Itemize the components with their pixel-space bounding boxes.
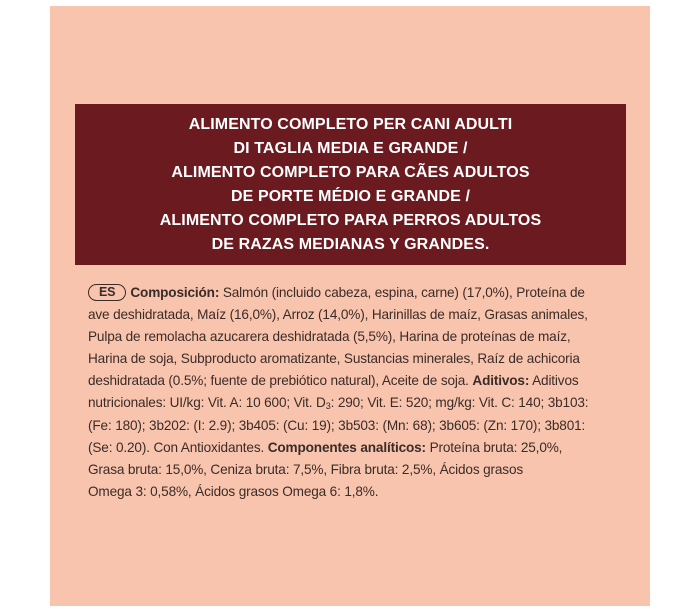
ingredients-line-2: ave deshidratada, Maíz (16,0%), Arroz (14,0%), Harinillas de maíz, Grasas animales,	[88, 307, 588, 323]
ingredients-line-7: (Fe: 180); 3b202: (I: 2.9); 3b405: (Cu: 19); 3b503: (Mn: 68); 3b605: (Zn: 170); 3b801:	[88, 417, 586, 433]
language-badge: ES	[88, 284, 126, 301]
ingredients-line-9: Grasa bruta: 15,0%, Ceniza bruta: 7,5%, Fibra bruta: 2,5%, Ácidos grasos	[88, 461, 523, 477]
label-panel	[50, 6, 650, 606]
ingredients-text	[88, 282, 613, 503]
ingredients-line-5	[88, 370, 613, 392]
ingredients-line-3: Pulpa de remolacha azucarera deshidratada (5,5%), Harina de proteínas de maíz,	[88, 329, 571, 345]
ingredients-line-1	[88, 282, 613, 304]
ingredients-line-6	[88, 392, 613, 414]
banner-line-it-1: ALIMENTO COMPLETO PER CANI ADULTI	[188, 115, 513, 133]
ingredients-line-10: Omega 3: 0,58%, Ácidos grasos Omega 6: 1,8%.	[88, 483, 379, 499]
ingredients-line-8	[88, 437, 613, 459]
vitamin-d-subscript: 3	[325, 401, 331, 412]
componentes-text: Proteína bruta: 25,0%,	[425, 439, 563, 455]
banner-line-pt-1: ALIMENTO COMPLETO PARA CÃES ADULTOS	[171, 163, 530, 181]
aditivos-text: Aditivos	[529, 373, 579, 389]
composicion-text: Salmón (incluido cabeza, espina, carne) (17,0%), Proteína de	[219, 285, 585, 300]
banner-line-pt-2: DE PORTE MÉDIO E GRANDE /	[231, 187, 470, 205]
ingredients-line-5-text: deshidratada (0.5%; fuente de prebiótico natural), Aceite de soja.	[88, 373, 473, 389]
ingredients-line-8-text: (Se: 0.20). Con Antioxidantes.	[88, 439, 268, 455]
banner-line-es-2: DE RAZAS MEDIANAS Y GRANDES.	[211, 235, 490, 253]
banner-line-es-1: ALIMENTO COMPLETO PARA PERROS ADULTOS	[159, 211, 542, 229]
composicion-label: Composición:	[130, 285, 220, 300]
aditivos-label: Aditivos:	[472, 373, 530, 389]
ingredients-line-6-b: : 290; Vit. E: 520; mg/kg: Vit. C: 140; 3b103:	[330, 395, 589, 411]
banner-line-it-2: DI TAGLIA MEDIA E GRANDE /	[233, 139, 468, 157]
componentes-label: Componentes analíticos:	[267, 439, 426, 455]
ingredients-line-4: Harina de soja, Subproducto aromatizante, Sustancias minerales, Raíz de achicoria	[88, 351, 580, 367]
product-description-banner	[75, 104, 626, 265]
ingredients-line-6-a: nutricionales: UI/kg: Vit. A: 10 600; Vit. D	[88, 395, 326, 411]
